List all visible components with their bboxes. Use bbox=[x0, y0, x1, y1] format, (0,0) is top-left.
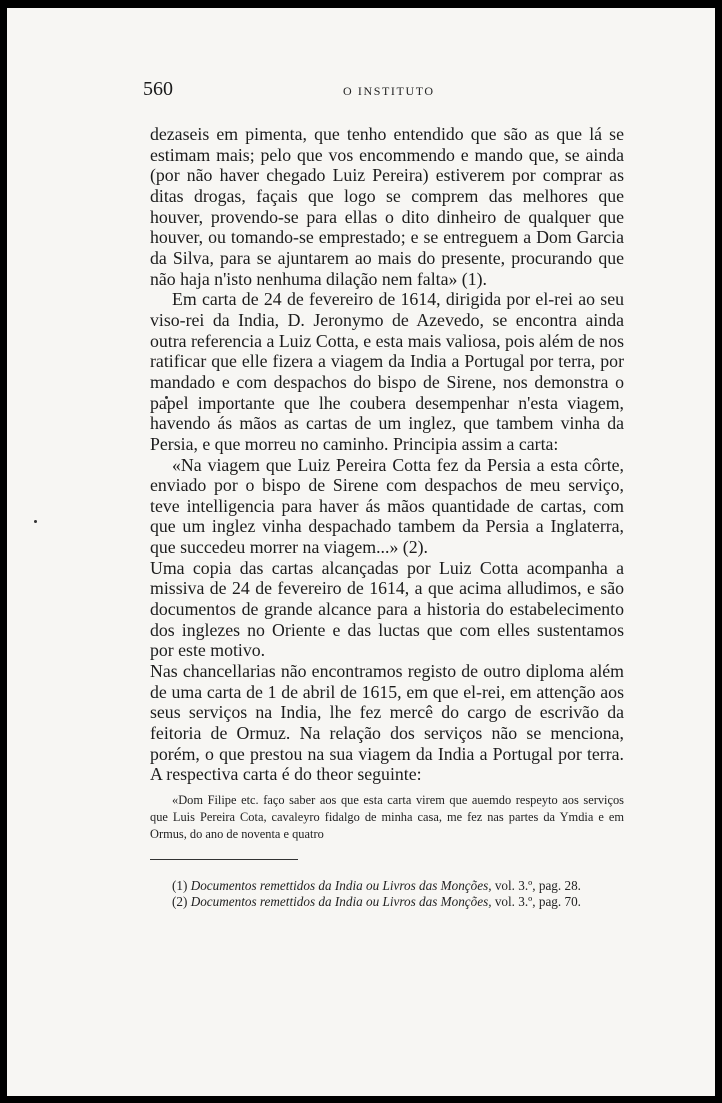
footnote-title: Documentos remettidos da India ou Livros das Monções, bbox=[190, 894, 492, 910]
paragraph: dezaseis em pimenta, que tenho entendido que são as que lá se estimam mais; pelo que vos encommendo e mando que, se ainda (por não haver chegado Luiz Pereira) estiverem por comprar as ditas drogas, façais que logo se comprem das melhores que houver, provendo-se para ellas o dito dinheiro de qualquer que houver, ou tomando-se emprestado; e se entreguem a Dom Garcia da Silva, para se ajuntarem ao mais do presente, procurando que não haja n'isto nenhuma dilação nem falta» (1). bbox=[150, 124, 624, 289]
paragraph: Uma copia das cartas alcançadas por Luiz Cotta acompanha a missiva de 24 de fevereiro de 1614, a que acima alludimos, e são documentos de grande alcance para a historia do estabelecimento dos inglezes no Oriente e das luctas que com elles sustentamos por este motivo. bbox=[150, 557, 624, 661]
page-speck bbox=[34, 520, 37, 523]
page-header bbox=[143, 78, 623, 106]
document-quote bbox=[150, 792, 624, 843]
page-number: 560 bbox=[143, 78, 173, 100]
running-head: O INSTITUTO bbox=[343, 84, 435, 98]
footnote-marker: (2) bbox=[172, 894, 188, 910]
footnote bbox=[150, 894, 624, 910]
paragraph: Em carta de 24 de fevereiro de 1614, dirigida por el-rei ao seu viso-rei da India, D. Jeronymo de Azevedo, se encontra ainda outra referencia a Luiz Cotta, e esta mais valiosa, pois além de nos ratificar que elle fizera a viagem da India a Portugal por terra, por mandado e com despachos do bispo de Sirene, nos demonstra o papel importante que lhe coubera desempenhar n'esta viagem, havendo ás mãos as cartas de um inglez, que tambem vinha da Persia, e que morreu no caminho. Principia assim a carta: bbox=[150, 289, 624, 454]
footnote-title: Documentos remettidos da India ou Livros das Monções, bbox=[190, 878, 492, 893]
footnotes bbox=[150, 878, 624, 911]
paragraph: «Na viagem que Luiz Pereira Cotta fez da Persia a esta côrte, enviado por o bispo de Sirene com despachos de meu serviço, teve intelligencia para haver ás mãos quantidade de cartas, com que um inglez vinha despachado tambem da Persia a Inglaterra, que succedeu morrer na viagem...» (2). bbox=[150, 454, 624, 558]
footnote-ref: vol. 3.º, pag. 70. bbox=[494, 894, 581, 910]
paragraph: Nas chancellarias não encontramos registo de outro diploma além de uma carta de 1 de abril de 1615, em que el-rei, em attenção aos seus serviços na India, lhe fez mercê do cargo de escrivão da feitoria de Ormuz. Na relação dos serviços não se menciona, porém, o que prestou na sua viagem da India a Portugal por terra. A respectiva carta é do theor seguinte: bbox=[150, 661, 624, 785]
quote-text: «Dom Filipe etc. faço saber aos que esta carta virem que auemdo respeyto aos serviços que Luis Pereira Cota, cavaleyro fidalgo de minha casa, me fez nas partes da Ymdia e em Ormus, do ano de noventa e quatro bbox=[150, 793, 624, 841]
footnote-ref: vol. 3.º, pag. 28. bbox=[494, 878, 581, 893]
body-text bbox=[150, 124, 624, 785]
footnote bbox=[150, 878, 624, 894]
footnote-divider bbox=[150, 859, 298, 860]
footnote-marker: (1) bbox=[172, 878, 188, 893]
